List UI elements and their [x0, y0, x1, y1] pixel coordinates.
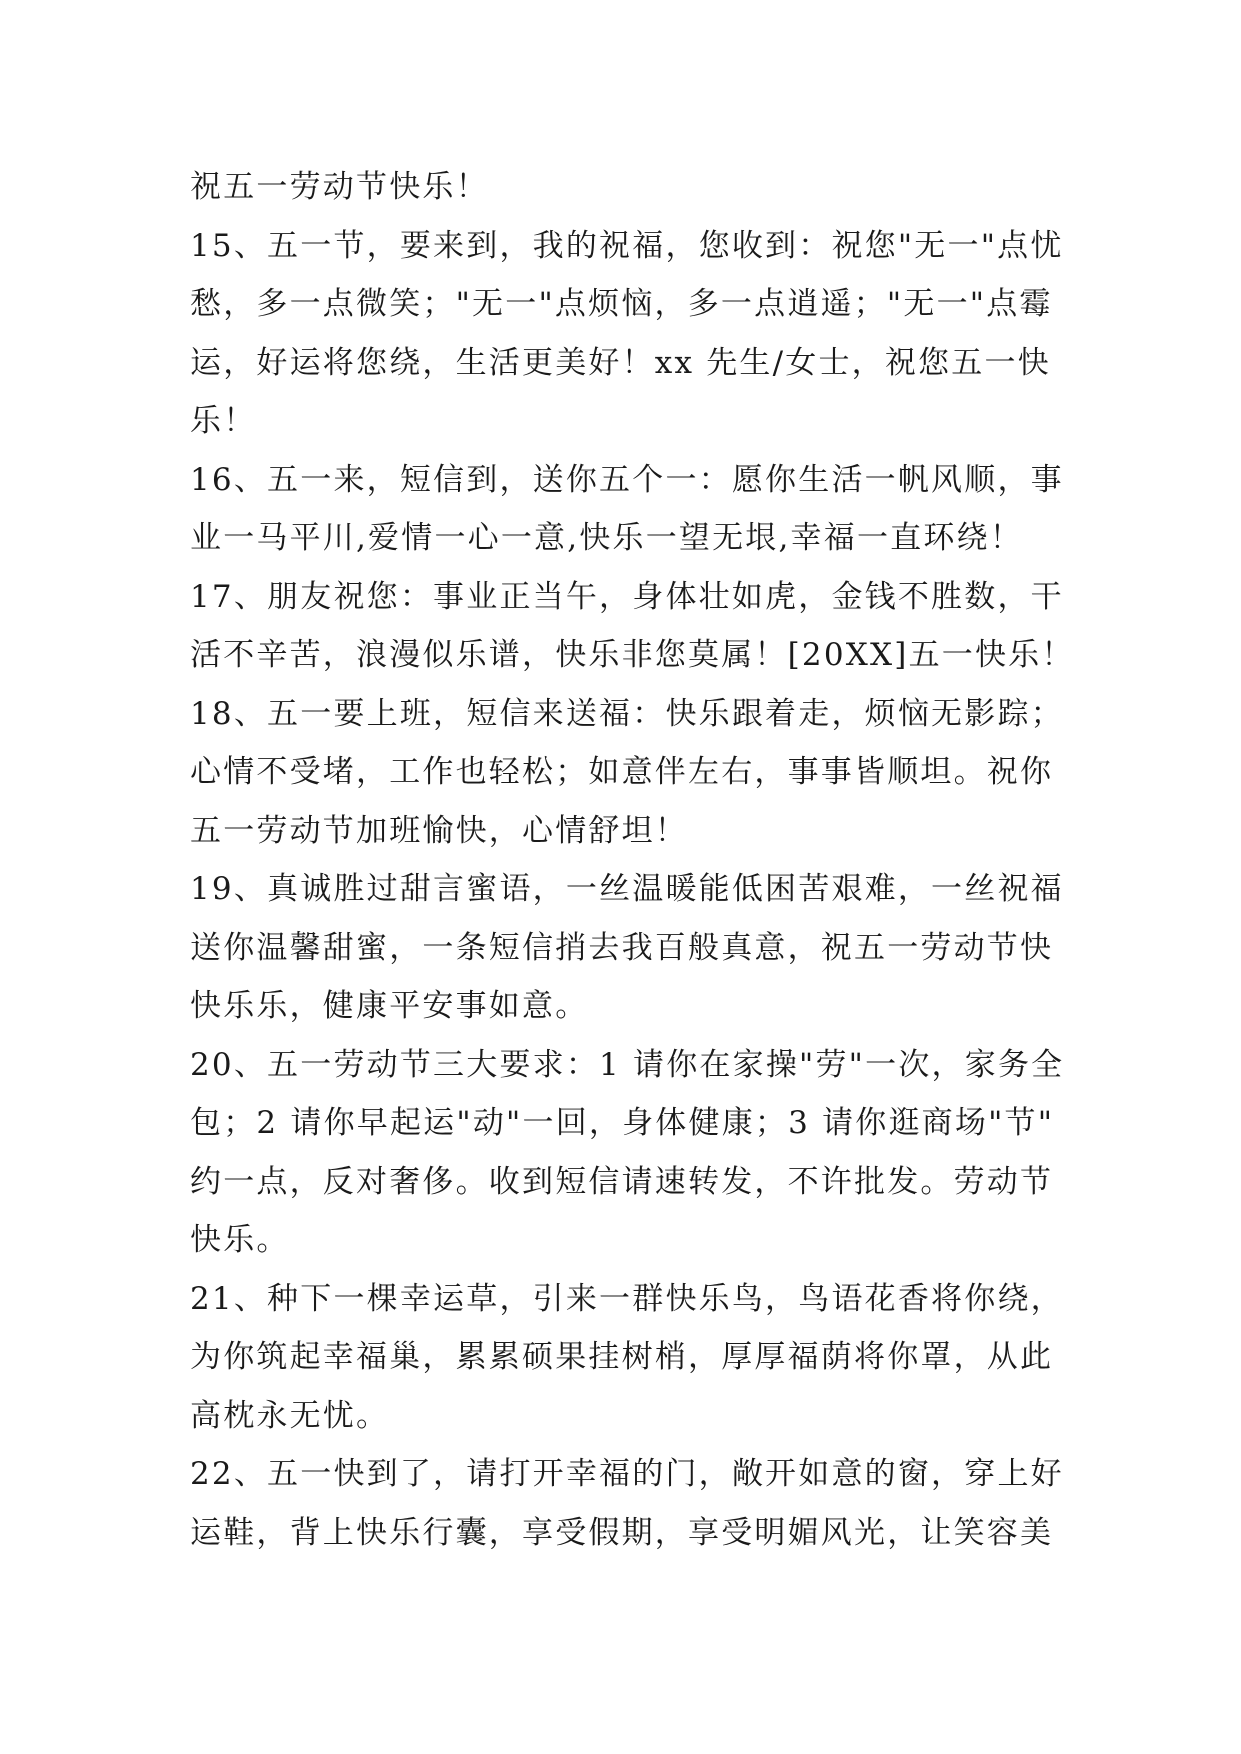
text-line: 运鞋，背上快乐行囊，享受假期，享受明媚风光，让笑容美	[190, 1514, 1054, 1551]
text-line: 送你温馨甜蜜，一条短信捎去我百般真意，祝五一劳动节快	[190, 929, 1054, 966]
text-line: 16、五一来，短信到，送你五个一：愿你生活一帆风顺，事	[190, 461, 1064, 498]
text-line: 心情不受堵，工作也轻松；如意伴左右，事事皆顺坦。祝你	[190, 754, 1054, 790]
text-line: 21、种下一棵幸运草，引来一群快乐鸟，鸟语花香将你绕，	[190, 1280, 1064, 1317]
text-line: 19、真诚胜过甜言蜜语，一丝温暖能低困苦艰难，一丝祝福	[190, 871, 1064, 907]
text-line: 业一马平川,爱情一心一意,快乐一望无垠,幸福一直环绕！	[190, 520, 1023, 556]
text-line: 五一劳动节加班愉快，心情舒坦！	[190, 812, 688, 849]
text-line: 祝五一劳动节快乐！	[190, 169, 489, 205]
document-body	[190, 158, 1075, 1562]
text-line: 18、五一要上班，短信来送福：快乐跟着走，烦恼无影踪；	[190, 695, 1064, 732]
text-line: 为你筑起幸福巢，累累硕果挂树梢，厚厚福荫将你罩，从此	[190, 1339, 1054, 1375]
text-line: 约一点，反对奢侈。收到短信请速转发，不许批发。劳动节	[190, 1163, 1054, 1200]
text-line: 包；2 请你早起运"动"一回，身体健康；3 请你逛商场"节"	[190, 1105, 1055, 1141]
text-line: 17、朋友祝您：事业正当午，身体壮如虎，金钱不胜数，干	[190, 578, 1064, 615]
text-line: 愁，多一点微笑；"无一"点烦恼，多一点逍遥；"无一"点霉	[190, 286, 1053, 322]
text-line: 高枕永无忧。	[190, 1397, 390, 1434]
text-line: 20、五一劳动节三大要求：1 请你在家操"劳"一次，家务全	[190, 1046, 1065, 1083]
text-line: 15、五一节，要来到，我的祝福，您收到：祝您"无一"点忧	[190, 227, 1064, 264]
text-line: 快乐乐，健康平安事如意。	[190, 988, 589, 1024]
text-line: 活不辛苦，浪漫似乐谱，快乐非您莫属！[20XX]五一快乐！	[190, 637, 1075, 673]
text-line: 快乐。	[190, 1222, 290, 1258]
text-line: 乐！	[190, 403, 257, 439]
text-line: 运，好运将您绕，生活更美好！xx 先生/女士，祝您五一快	[190, 344, 1051, 381]
text-line: 22、五一快到了，请打开幸福的门，敞开如意的窗，穿上好	[190, 1456, 1064, 1492]
